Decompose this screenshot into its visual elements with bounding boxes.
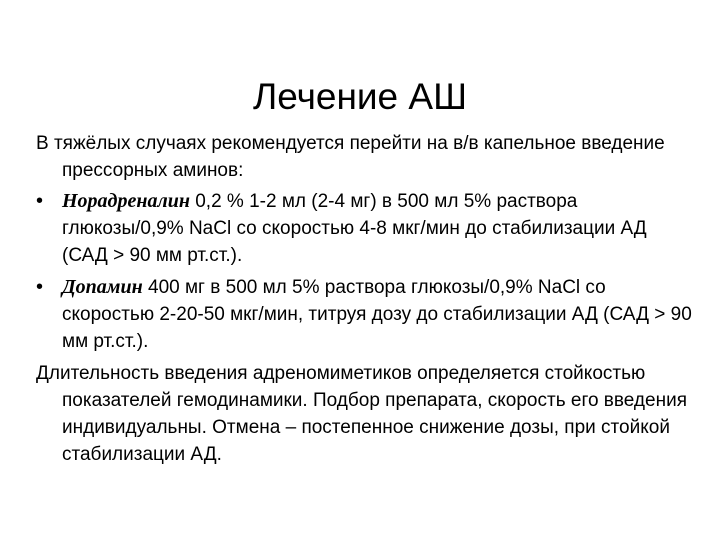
drug-name: Норадреналин xyxy=(62,190,190,212)
closing-paragraph: Длительность введения адреномиметиков определяется стойкостью показателей гемодинамики. Подбор препарата, скорость его введения индивидуальны. Отмена – постепенное снижение дозы, при стойкой стабилизации АД. xyxy=(36,363,687,465)
slide-title: Лечение АШ xyxy=(252,75,468,117)
drug-dosage-text: 0,2 % 1-2 мл (2-4 мг) в 500 мл 5% раствора глюкозы/0,9% NaCl со скоростью 4-8 мкг/мин до стабилизации АД (САД > 90 мм рт.ст.). xyxy=(62,191,647,266)
bullet-item-noradrenaline xyxy=(36,188,696,269)
bullet-item-dopamine xyxy=(36,274,696,355)
bullet-icon: • xyxy=(36,276,44,298)
bullet-icon: • xyxy=(36,190,44,212)
drug-name: Допамин xyxy=(62,276,143,298)
intro-paragraph: В тяжёлых случаях рекомендуется перейти на в/в капельное введение прессорных аминов: xyxy=(36,133,665,181)
drug-dosage-text: 400 мг в 500 мл 5% раствора глюкозы/0,9% NaCl со скоростью 2-20-50 мкг/мин, титруя дозу до стабилизации АД (САД > 90 мм рт.ст.). xyxy=(62,277,692,352)
slide-body xyxy=(36,130,696,472)
